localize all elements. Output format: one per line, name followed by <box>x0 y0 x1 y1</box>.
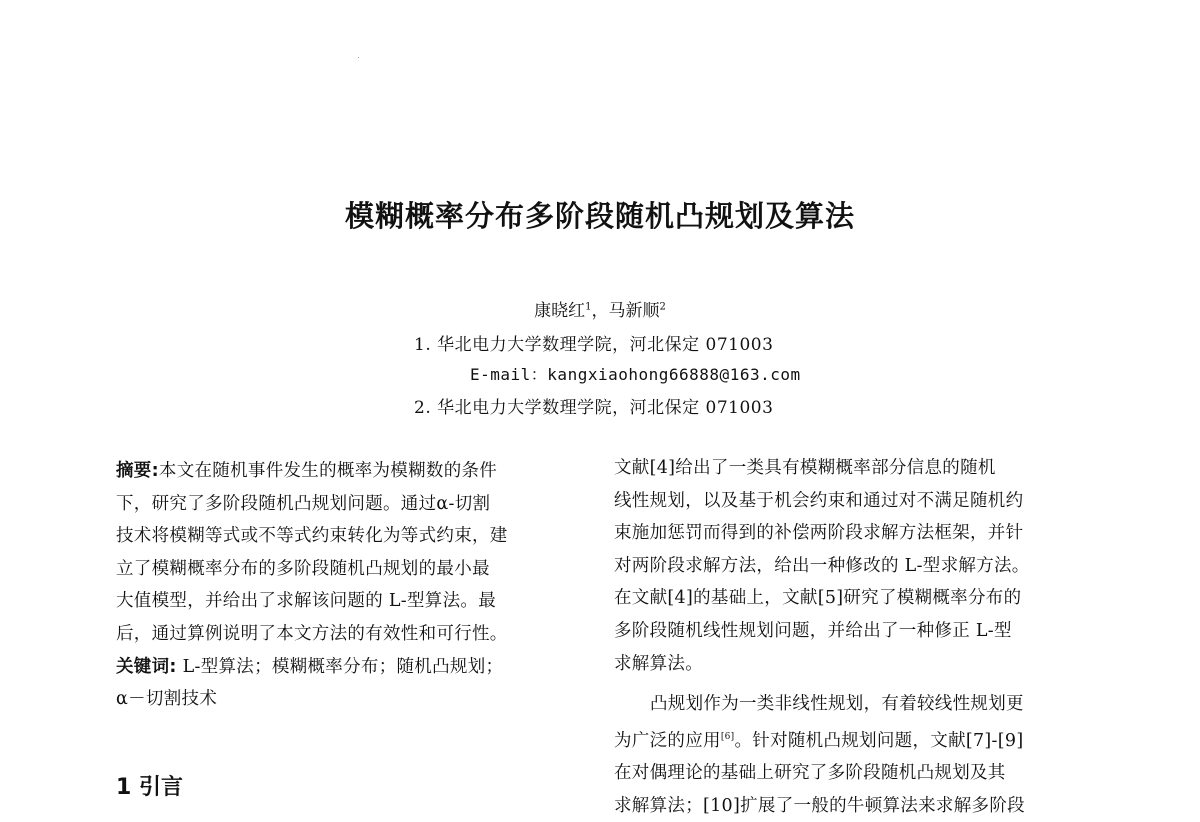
affiliation-2: 2. 华北电力大学数理学院，河北保定 071003 <box>414 398 774 418</box>
abstract-line: 大值模型，并给出了求解该问题的 L-型算法。最 <box>116 591 496 612</box>
body-line: 束施加惩罚而得到的补偿两阶段求解方法框架，并针 <box>614 523 1024 544</box>
body-line: 多阶段随机线性规划问题，并给出了一种修正 L-型 <box>614 620 1012 641</box>
author-name: 马新顺 <box>608 301 660 321</box>
keywords-label: 关键词: <box>116 656 177 677</box>
section-heading: 1 引言 <box>116 775 183 800</box>
body-line: 在文献[4]的基础上，文献[5]研究了模糊概率分布的 <box>614 588 1022 609</box>
abstract-label: 摘要: <box>116 461 159 481</box>
paper-title: 模糊概率分布多阶段随机凸规划及算法 <box>344 199 855 233</box>
abstract-text: 本文在随机事件发生的概率为模糊数的条件 <box>158 461 498 481</box>
abstract-line: 立了模糊概率分布的多阶段随机凸规划的最小最 <box>116 558 490 579</box>
body-line: 线性规划，以及基于机会约束和通过对不满足随机约 <box>614 490 1024 511</box>
author-email: E-mail：kangxiaohong66888@163.com <box>470 365 801 384</box>
abstract-line: 技术将模糊等式或不等式约束转化为等式约束，建 <box>116 526 508 547</box>
abstract-line: 后，通过算例说明了本文方法的有效性和可行性。 <box>116 623 508 644</box>
author-name: 康晓红 <box>534 301 586 321</box>
author-sup: 1 <box>585 301 592 313</box>
author-line <box>0 296 1200 321</box>
scan-speck <box>358 57 359 58</box>
author-separator: ， <box>591 301 609 321</box>
body-line: 求解算法；[10]扩展了一般的牛顿算法来求解多阶段 <box>614 795 1025 816</box>
keywords-line <box>116 651 574 684</box>
body-line: 求解算法。 <box>614 653 703 674</box>
keywords-line: α－切割技术 <box>116 689 218 710</box>
body-line: 对两阶段求解方法，给出一种修改的 L-型求解方法。 <box>614 555 1030 576</box>
body-line: 凸规划作为一类非线性规划，有着较线性规划更 <box>650 694 1024 715</box>
right-column <box>614 452 1092 822</box>
left-column <box>116 455 574 716</box>
abstract-line <box>116 455 574 488</box>
affiliation-1: 1. 华北电力大学数理学院，河北保定 071003 <box>414 335 774 355</box>
citation-sup: [6] <box>720 731 735 742</box>
keywords-text: L-型算法；模糊概率分布；随机凸规划； <box>176 656 504 677</box>
body-line: 文献[4]给出了一类具有模糊概率部分信息的随机 <box>614 458 996 478</box>
author-sup: 2 <box>659 301 666 313</box>
abstract-line: 下，研究了多阶段随机凸规划问题。通过α-切割 <box>116 493 491 514</box>
body-line: 在对偶理论的基础上研究了多阶段随机凸规划及其 <box>614 763 1006 784</box>
body-text: 。针对随机凸规划问题，文献[7]-[9] <box>734 730 1024 751</box>
body-text: 为广泛的应用 <box>614 730 721 751</box>
body-line <box>614 721 1092 757</box>
